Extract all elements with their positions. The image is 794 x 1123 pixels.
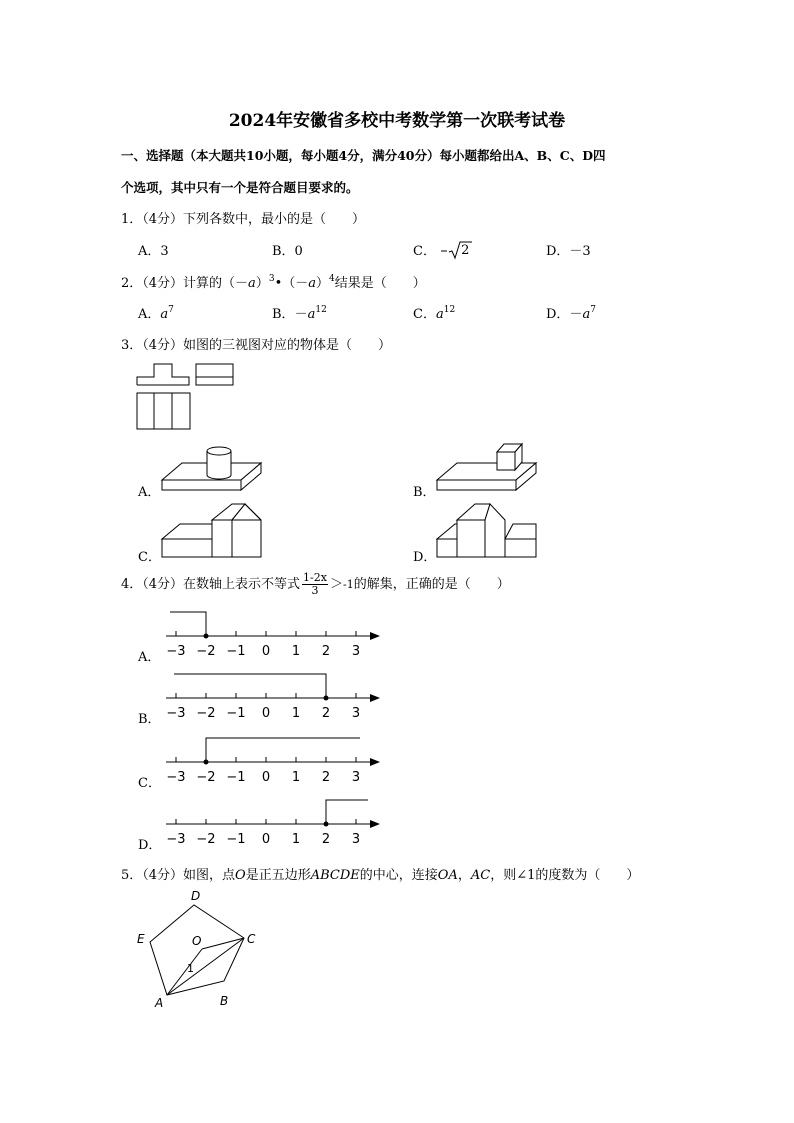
q2-option-c — [413, 303, 455, 322]
tick-label: 2 — [321, 706, 331, 721]
tick-label: 1 — [291, 832, 301, 847]
q3-option-c-solid — [160, 502, 270, 560]
q1-stem: 1．（4分）下列各数中，最小的是（ ） — [121, 212, 366, 227]
q5-stem-part: 是正五边形 — [245, 868, 311, 883]
q2-stem-part: 2．（4分）计算的（－ — [121, 276, 249, 291]
point-label-c: C — [247, 932, 256, 946]
q3-option-c-label: C． — [138, 550, 161, 565]
q5-var: OA — [437, 868, 458, 883]
point-label-a: A — [155, 996, 164, 1010]
q5-stem — [121, 864, 639, 883]
q5-var: AC — [470, 868, 491, 883]
q2-var: a — [248, 276, 256, 291]
tick-label: 2 — [321, 644, 331, 659]
q4-option-a-label: A． — [138, 650, 161, 665]
q2-option-b — [272, 303, 327, 322]
point-label-b: B — [220, 994, 229, 1008]
q4-rhs: -1 — [342, 578, 354, 591]
tick-label: 3 — [351, 706, 361, 721]
q5-stem-part: ，则∠1的度数为（ ） — [490, 868, 640, 883]
q3-option-a-solid — [160, 443, 270, 495]
q4-stem-part: 的解集，正确的是（ ） — [353, 577, 510, 592]
tick-label: 3 — [351, 644, 361, 659]
q3-option-a-label: A． — [138, 485, 161, 500]
q2-stem-part: •（－ — [274, 276, 309, 291]
tick-label: 0 — [261, 644, 271, 659]
q4-option-d-label: D． — [138, 838, 162, 853]
q2-stem — [121, 272, 426, 291]
q3-option-b-solid — [435, 440, 545, 492]
option-exp: 7 — [168, 305, 174, 315]
q5-stem-part: 5．（4分）如图，点 — [121, 868, 236, 883]
angle-label-1: 1 — [187, 962, 194, 975]
q1-option-d: D．－3 — [546, 244, 591, 259]
tick-label: 1 — [291, 644, 301, 659]
point-label-e: E — [137, 932, 145, 946]
q2-option-a — [138, 303, 174, 322]
q4-stem-part: ＞ — [329, 577, 343, 592]
option-var: a — [435, 307, 444, 322]
tick-label: 0 — [261, 832, 271, 847]
q4-option-b-numberline — [162, 672, 382, 722]
q3-stem: 3．（4分）如图的三视图对应的物体是（ ） — [121, 338, 392, 353]
point-label-o: O — [192, 934, 202, 948]
radicand: 2 — [461, 243, 470, 258]
tick-label: 1 — [291, 706, 301, 721]
q5-pentagon-figure — [130, 885, 270, 1015]
tick-label: 3 — [351, 832, 361, 847]
q4-option-c-label: C． — [138, 776, 161, 791]
section-instructions-line1: 一、选择题（本大题共10小题，每小题4分，满分40分）每小题都给出A、B、C、D四 — [121, 148, 606, 163]
option-exp: 12 — [315, 305, 327, 315]
tick-label: −2 — [196, 770, 216, 785]
q4-option-c-numberline — [162, 736, 382, 786]
q1-option-b: B．0 — [272, 244, 303, 259]
q2-exp: 4 — [329, 274, 335, 284]
option-label: B． — [272, 307, 295, 322]
tick-label: 2 — [321, 832, 331, 847]
tick-label: 0 — [261, 706, 271, 721]
tick-label: −2 — [196, 644, 216, 659]
tick-label: 2 — [321, 770, 331, 785]
q1-option-a: A．3 — [138, 244, 169, 259]
q5-var: ABCDE — [310, 868, 360, 883]
fraction-denominator: 3 — [311, 584, 319, 597]
fraction-numerator: 1-2x — [303, 571, 327, 584]
option-var: a — [160, 307, 169, 322]
q4-stem — [121, 572, 510, 597]
q3-option-b-label: B． — [413, 485, 436, 500]
tick-label: −3 — [166, 644, 186, 659]
q2-var: a — [308, 276, 316, 291]
tick-label: −2 — [196, 832, 216, 847]
tick-label: −1 — [226, 644, 246, 659]
section-instructions-line2: 个选项，其中只有一个是符合题目要求的。 — [121, 180, 359, 195]
option-sign: － — [294, 307, 308, 322]
tick-label: −3 — [166, 770, 186, 785]
tick-label: 1 — [291, 770, 301, 785]
option-var: a — [307, 307, 316, 322]
q3-option-d-solid — [435, 502, 545, 560]
q4-fraction — [302, 572, 328, 597]
q5-stem-part: 的中心，连接 — [359, 868, 438, 883]
option-label: A． — [138, 307, 161, 322]
option-label: C． — [413, 307, 436, 322]
q2-stem-part: 结果是（ ） — [334, 276, 426, 291]
tick-label: 0 — [261, 770, 271, 785]
option-exp: 12 — [443, 305, 456, 315]
q5-var: O — [235, 868, 246, 883]
tick-label: −1 — [226, 832, 246, 847]
tick-label: −2 — [196, 706, 216, 721]
q5-stem-part: ， — [457, 868, 471, 883]
q1-option-c-radical — [440, 242, 474, 258]
q1-option-c — [413, 240, 474, 259]
option-exp: 7 — [590, 305, 596, 315]
point-label-d: D — [191, 889, 201, 903]
tick-label: −3 — [166, 706, 186, 721]
q1-option-c-label: C． — [413, 244, 436, 259]
q2-option-d — [546, 303, 596, 322]
q4-option-d-numberline — [162, 798, 382, 848]
tick-label: −3 — [166, 832, 186, 847]
tick-label: −1 — [226, 770, 246, 785]
q2-exp: 3 — [268, 274, 275, 284]
page-title: 2024年安徽省多校中考数学第一次联考试卷 — [228, 111, 566, 131]
q2-stem-part: ） — [316, 276, 330, 291]
option-sign: － — [569, 307, 583, 322]
q4-option-a-numberline — [162, 610, 382, 660]
tick-label: 3 — [351, 770, 361, 785]
option-label: D． — [546, 307, 570, 322]
q4-option-b-label: B． — [138, 712, 161, 727]
tick-label: −1 — [226, 706, 246, 721]
q3-three-views-figure — [136, 363, 236, 433]
q4-stem-part: 4．（4分）在数轴上表示不等式 — [121, 577, 301, 592]
q3-option-d-label: D． — [413, 550, 437, 565]
q2-stem-part: ） — [255, 276, 269, 291]
option-var: a — [582, 307, 591, 322]
